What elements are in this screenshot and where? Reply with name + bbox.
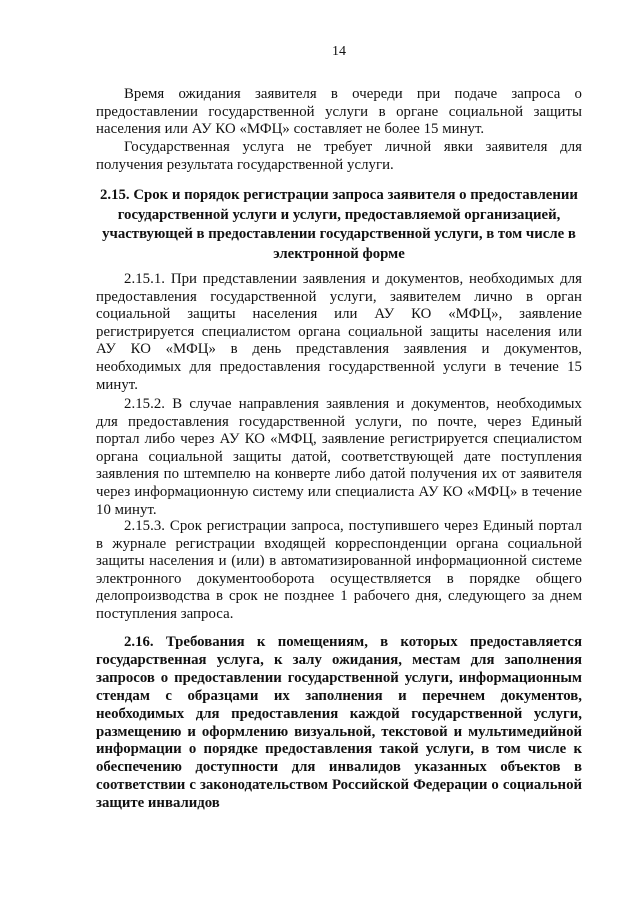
document-page xyxy=(96,0,582,905)
paragraph-waiting-time: Время ожидания заявителя в очереди при подаче запроса о предоставлении государственной услуги в органе социальной защиты населения или АУ КО «МФЦ» составляет не более 15 минут. xyxy=(96,86,582,138)
paragraph-2-15-1: 2.15.1. При представлении заявления и документов, необходимых для предоставления государственной услуги, заявителем лично в орган социальной защиты населения или АУ КО «МФЦ», заявление регистрируется специалистом органа социальной защиты населения или АУ КО «МФЦ» в день представления заявления и документов, необходимых для предоставления государственной услуги в течение 15 минут. xyxy=(96,271,582,393)
section-heading-2-16: 2.16. Требования к помещениям, в которых предоставляется государственная услуга, к залу ожидания, местам для заполнения запросов о предоставлении государственной услуги, информационным стендам с образцами их заполнения и перечнем документов, необходимых для предоставления каждой государственной услуги, размещению и оформлению визуальной, текстовой и мультимедийной информации о порядке предоставления такой услуги, в том числе к обеспечению доступности для инвалидов указанных объектов в соответствии с законодательством Российской Федерации о социальной защите инвалидов xyxy=(96,634,582,812)
paragraph-2-15-2: 2.15.2. В случае направления заявления и документов, необходимых для предоставления государственной услуги, по почте, через Единый портал либо через АУ КО «МФЦ, заявление регистрируется специалистом органа социальной защиты датой, соответствующей дате поступления заявления по штемпелю на конверте либо датой получения их от заявителя через информационную систему или специалиста АУ КО «МФЦ» в течение 10 минут. xyxy=(96,396,582,518)
paragraph-2-15-3: 2.15.3. Срок регистрации запроса, поступившего через Единый портал в журнале регистрации входящей корреспонденции органа социальной защиты населения и (или) в автоматизированной информационной системе электронного документооборота осуществляется в порядке общего делопроизводства в срок не позднее 1 рабочего дня, следующего за днем поступления запроса. xyxy=(96,518,582,622)
page-number: 14 xyxy=(332,44,346,59)
paragraph-personal-presence: Государственная услуга не требует личной явки заявителя для получения результата государственной услуги. xyxy=(96,139,582,173)
section-heading-2-15: 2.15. Срок и порядок регистрации запроса заявителя о предоставлении государственной услуги и услуги, предоставляемой организацией, участвующей в предоставлении государственной услуги, в том числе в электронной форме xyxy=(100,187,578,262)
